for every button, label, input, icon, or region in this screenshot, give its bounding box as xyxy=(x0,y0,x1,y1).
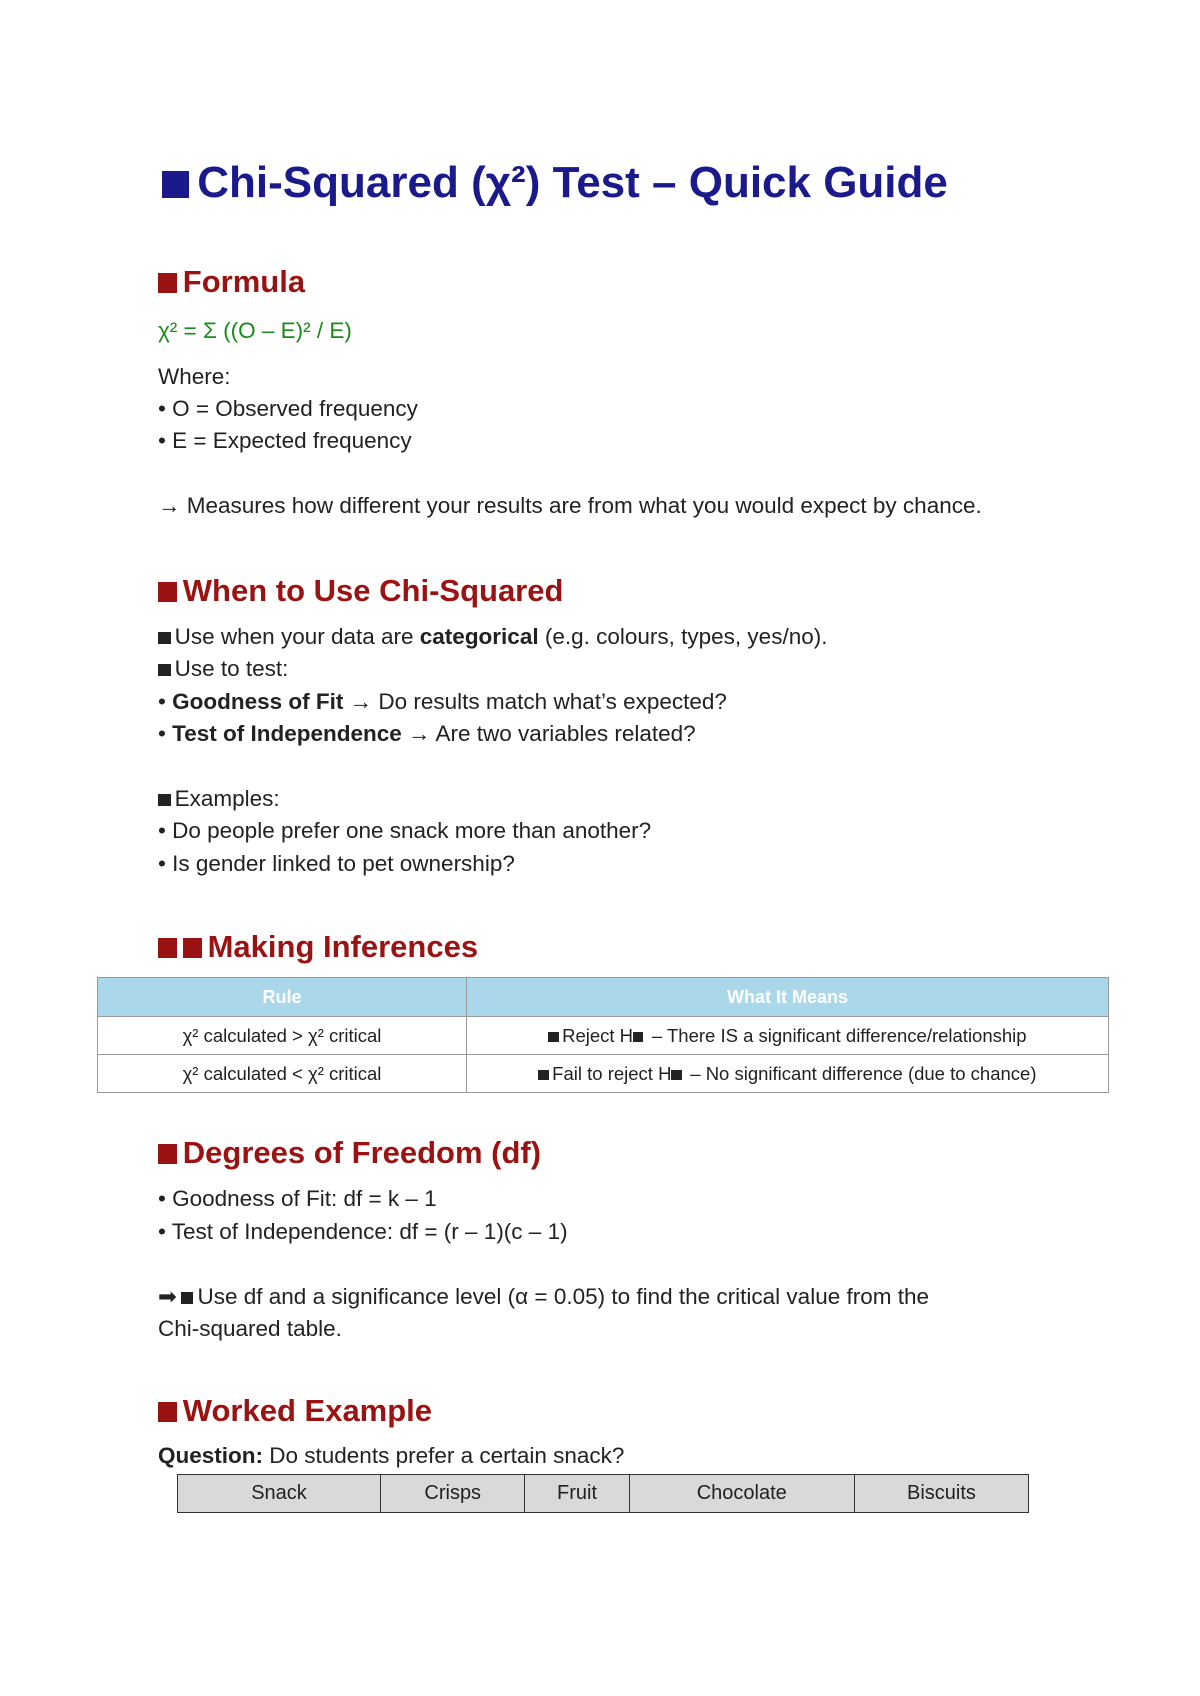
square-bullet-icon xyxy=(158,273,177,292)
example-item: • Is gender linked to pet ownership? xyxy=(158,851,515,876)
meaning-column-header: What It Means xyxy=(467,978,1109,1017)
square-bullet-icon xyxy=(158,794,171,807)
fruit-column-header: Fruit xyxy=(525,1475,629,1513)
formula-heading: Formula xyxy=(158,264,305,300)
table-header-row xyxy=(98,978,1109,1017)
chi-squared-formula: χ² = Σ ((O – E)² / E) xyxy=(158,318,352,343)
square-bullet-icon xyxy=(162,171,189,198)
square-bullet-icon xyxy=(158,1402,177,1421)
observed-definition: • O = Observed frequency xyxy=(158,396,418,421)
page-title: Chi-Squared (χ²) Test – Quick Guide xyxy=(0,158,1110,208)
square-bullet-icon xyxy=(158,1144,177,1163)
rule-cell: χ² calculated < χ² critical xyxy=(98,1055,467,1093)
worked-example-heading: Worked Example xyxy=(158,1393,432,1429)
square-bullet-icon xyxy=(158,664,171,677)
biscuits-column-header: Biscuits xyxy=(854,1475,1028,1513)
square-bullet-icon xyxy=(158,582,177,601)
goodness-of-fit-item: • Goodness of Fit → Do results match what’s expected? xyxy=(158,689,727,714)
inference-table xyxy=(97,977,1109,1093)
example-item: • Do people prefer one snack more than another? xyxy=(158,818,652,843)
chocolate-column-header: Chocolate xyxy=(629,1475,854,1513)
square-bullet-icon xyxy=(158,938,177,957)
rule-cell: χ² calculated > χ² critical xyxy=(98,1017,467,1055)
df-test-of-independence: • Test of Independence: df = (r – 1)(c – 1) xyxy=(158,1219,568,1244)
df-note: ➡ Use df and a significance level (α = 0.05) to find the critical value from the xyxy=(158,1284,930,1309)
square-glyph-icon xyxy=(633,1032,643,1042)
square-bullet-icon xyxy=(538,1070,548,1080)
square-glyph-icon xyxy=(671,1070,681,1080)
worked-question: Question: Do students prefer a certain snack? xyxy=(158,1443,625,1468)
making-inferences-heading: Making Inferences xyxy=(158,929,478,965)
when-to-use-heading: When to Use Chi-Squared xyxy=(158,573,563,609)
right-arrow-icon: ➡ xyxy=(158,1284,177,1309)
square-bullet-icon xyxy=(183,938,202,957)
df-goodness-of-fit: • Goodness of Fit: df = k – 1 xyxy=(158,1186,437,1211)
df-note-continued: Chi-squared table. xyxy=(158,1316,342,1341)
test-of-independence-item: • Test of Independence → Are two variables related? xyxy=(158,721,696,746)
expected-definition: • E = Expected frequency xyxy=(158,428,412,453)
meaning-cell: Fail to reject H – No significant difference (due to chance) xyxy=(467,1055,1109,1093)
where-label: Where: xyxy=(158,364,231,389)
crisps-column-header: Crisps xyxy=(381,1475,525,1513)
snack-column-header: Snack xyxy=(178,1475,381,1513)
degrees-of-freedom-heading: Degrees of Freedom (df) xyxy=(158,1135,541,1171)
categorical-usage: Use when your data are categorical (e.g. colours, types, yes/no). xyxy=(158,624,827,650)
formula-summary: → Measures how different your results are from what you would expect by chance. xyxy=(158,493,982,518)
table-row xyxy=(98,1017,1109,1055)
square-bullet-icon xyxy=(158,632,171,645)
table-header-row xyxy=(178,1475,1029,1513)
examples-label: Examples: xyxy=(158,786,280,812)
square-bullet-icon xyxy=(181,1292,194,1305)
table-row xyxy=(98,1055,1109,1093)
meaning-cell: Reject H – There IS a significant difference/relationship xyxy=(467,1017,1109,1055)
rule-column-header: Rule xyxy=(98,978,467,1017)
use-to-test-label: Use to test: xyxy=(158,656,288,682)
square-bullet-icon xyxy=(548,1032,558,1042)
snack-table xyxy=(177,1474,1029,1513)
